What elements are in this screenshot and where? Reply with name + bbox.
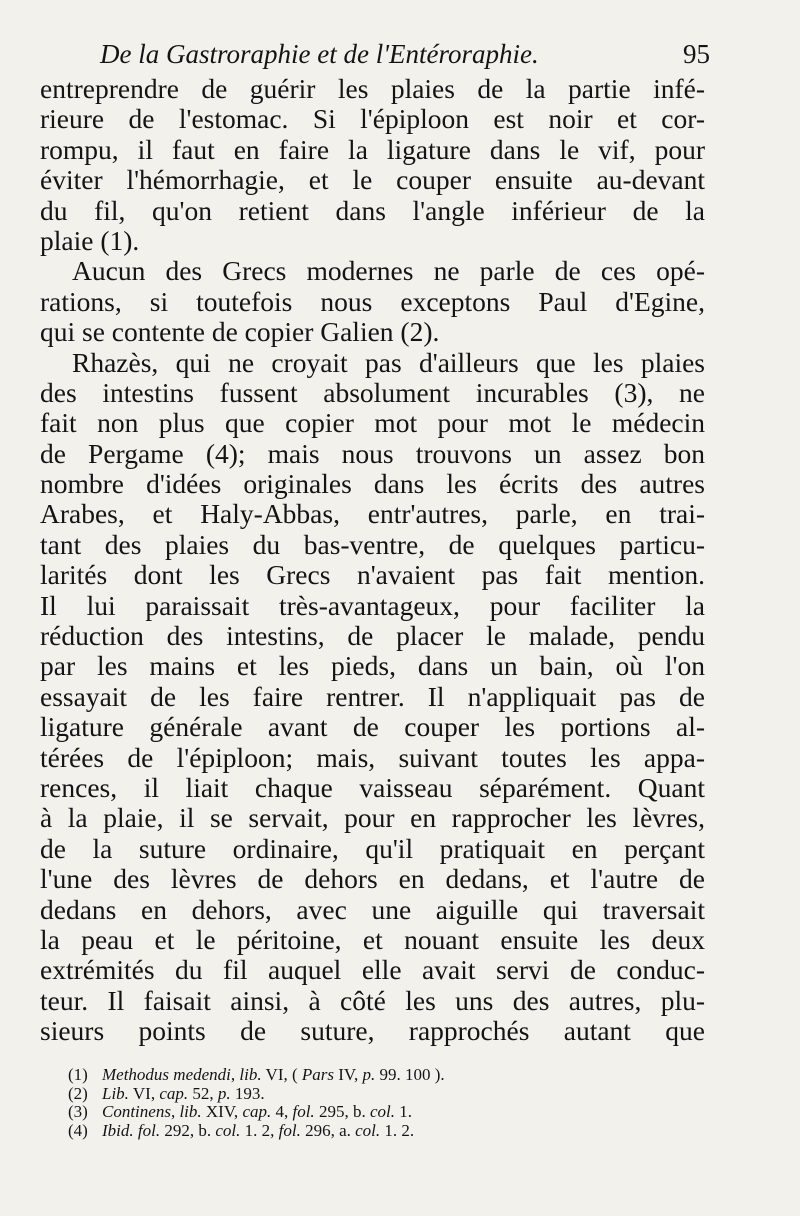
text-line: réduction des intestins, de placer le malade, pendu xyxy=(40,621,705,652)
footnote-text: 99. 100 ). xyxy=(375,1065,445,1084)
footnote-text: 52, xyxy=(188,1083,218,1103)
footnote-text: , xyxy=(170,1102,180,1121)
footnote-text: col. xyxy=(215,1120,241,1140)
text-line: de la suture ordinaire, qu'il pratiquait en perçant xyxy=(40,833,705,864)
footnote-text: Continens xyxy=(102,1102,171,1121)
footnote xyxy=(68,1085,628,1104)
footnote-text: cap. xyxy=(159,1083,189,1103)
text-line: par les mains et les pieds, dans un bain, où l'on xyxy=(40,651,705,682)
text-line: rences, il liait chaque vaisseau séparément. Quant xyxy=(40,772,705,803)
text-line: rations, si toutefois nous exceptons Paul d'Egine, xyxy=(40,286,705,317)
text-line: Rhazès, qui ne croyait pas d'ailleurs que les plaies xyxy=(72,347,705,378)
text-line: rompu, il faut en faire la ligature dans le vif, pour xyxy=(40,134,705,165)
footnote-text: Methodus medendi xyxy=(102,1065,231,1084)
footnote-text: VI, ( xyxy=(261,1065,302,1084)
footnote-text: 1. xyxy=(394,1102,412,1121)
footnote-text: lib. xyxy=(239,1065,262,1084)
footnote-text: col. xyxy=(355,1120,381,1140)
footnote-text: cap. xyxy=(242,1102,272,1121)
text-line: térées de l'épiploon; mais, suivant toutes les appa- xyxy=(40,742,705,773)
footnote-text: fol. xyxy=(278,1120,301,1140)
text-line: ligature générale avant de couper les portions al- xyxy=(40,712,705,743)
page-number: 95 xyxy=(683,39,710,69)
footnote-text: 1. 2, xyxy=(240,1120,279,1140)
text-line: qui se contente de copier Galien (2). xyxy=(40,316,440,348)
footnotes xyxy=(68,1066,628,1140)
text-line: rieure de l'estomac. Si l'épiploon est noir et cor- xyxy=(40,104,705,135)
footnote-text: IV, xyxy=(334,1065,363,1084)
text-line: Arabes, et Haly-Abbas, entr'autres, parle, en trai- xyxy=(40,499,705,530)
footnote-text: , xyxy=(230,1065,240,1084)
footnote-text: col. xyxy=(369,1102,395,1121)
footnote-text: 193. xyxy=(230,1083,265,1103)
text-line: dedans en dehors, avec une aiguille qui traversait xyxy=(40,894,705,925)
text-line: plaie (1). xyxy=(40,224,140,256)
running-title: De la Gastroraphie et de l'Entéroraphie. xyxy=(100,39,539,69)
body-text xyxy=(40,74,705,1047)
footnote-marker: (4) xyxy=(68,1120,88,1140)
footnote-text: VI, xyxy=(128,1083,160,1103)
text-line: teur. Il faisait ainsi, à côté les uns des autres, plu- xyxy=(40,985,705,1016)
text-line: sieurs points de suture, rapprochés autant que xyxy=(40,1016,705,1047)
text-line: entreprendre de guérir les plaies de la partie infé- xyxy=(40,74,705,104)
text-line: Aucun des Grecs modernes ne parle de ces opé- xyxy=(72,256,705,287)
running-head xyxy=(100,34,710,74)
footnote xyxy=(68,1103,628,1122)
footnote-text: p. xyxy=(217,1083,231,1103)
footnote-text: fol. xyxy=(292,1102,315,1121)
text-line: extrémités du fil auquel elle avait servi de conduc- xyxy=(40,955,705,986)
text-line: de Pergame (4); mais nous trouvons un assez bon xyxy=(40,438,705,469)
footnote-marker: (1) xyxy=(68,1065,88,1084)
text-line: fait non plus que copier mot pour mot le médecin xyxy=(40,408,705,439)
text-line: essayait de les faire rentrer. Il n'appliquait pas de xyxy=(40,681,705,712)
text-line: la peau et le péritoine, et nouant ensuite les deux xyxy=(40,924,705,955)
footnote-text: Ibid. fol. xyxy=(102,1120,161,1140)
footnote-text: 295, b. xyxy=(314,1102,370,1121)
footnote-text: 4, xyxy=(271,1102,293,1121)
text-line: larités dont les Grecs n'avaient pas fait mention. xyxy=(40,560,705,591)
footnote-text: Pars xyxy=(301,1065,335,1084)
footnote xyxy=(68,1066,628,1085)
text-line: éviter l'hémorrhagie, et le couper ensuite au-devant xyxy=(40,165,705,196)
text-line: à la plaie, il se servait, pour en rapprocher les lèvres, xyxy=(40,803,705,834)
footnote-text: 1. 2. xyxy=(380,1120,415,1140)
text-line: Il lui paraissait très-avantageux, pour faciliter la xyxy=(40,590,705,621)
text-line: des intestins fussent absolument incurables (3), ne xyxy=(40,377,705,408)
text-line: tant des plaies du bas-ventre, de quelques particu- xyxy=(40,529,705,560)
text-line: nombre d'idées originales dans les écrits des autres xyxy=(40,469,705,500)
footnote-marker: (3) xyxy=(68,1102,88,1121)
footnote-text: 292, b. xyxy=(160,1120,216,1140)
footnote-text: Lib. xyxy=(102,1083,129,1103)
footnote-marker: (2) xyxy=(68,1083,88,1103)
footnote-text: lib. xyxy=(179,1102,202,1121)
footnote xyxy=(68,1122,628,1141)
footnote-text: XIV, xyxy=(201,1102,243,1121)
footnote-text: 296, a. xyxy=(300,1120,356,1140)
footnote-text: p. xyxy=(362,1065,376,1084)
text-line: l'une des lèvres de dehors en dedans, et l'autre de xyxy=(40,864,705,895)
text-line: du fil, qu'on retient dans l'angle inférieur de la xyxy=(40,195,705,226)
